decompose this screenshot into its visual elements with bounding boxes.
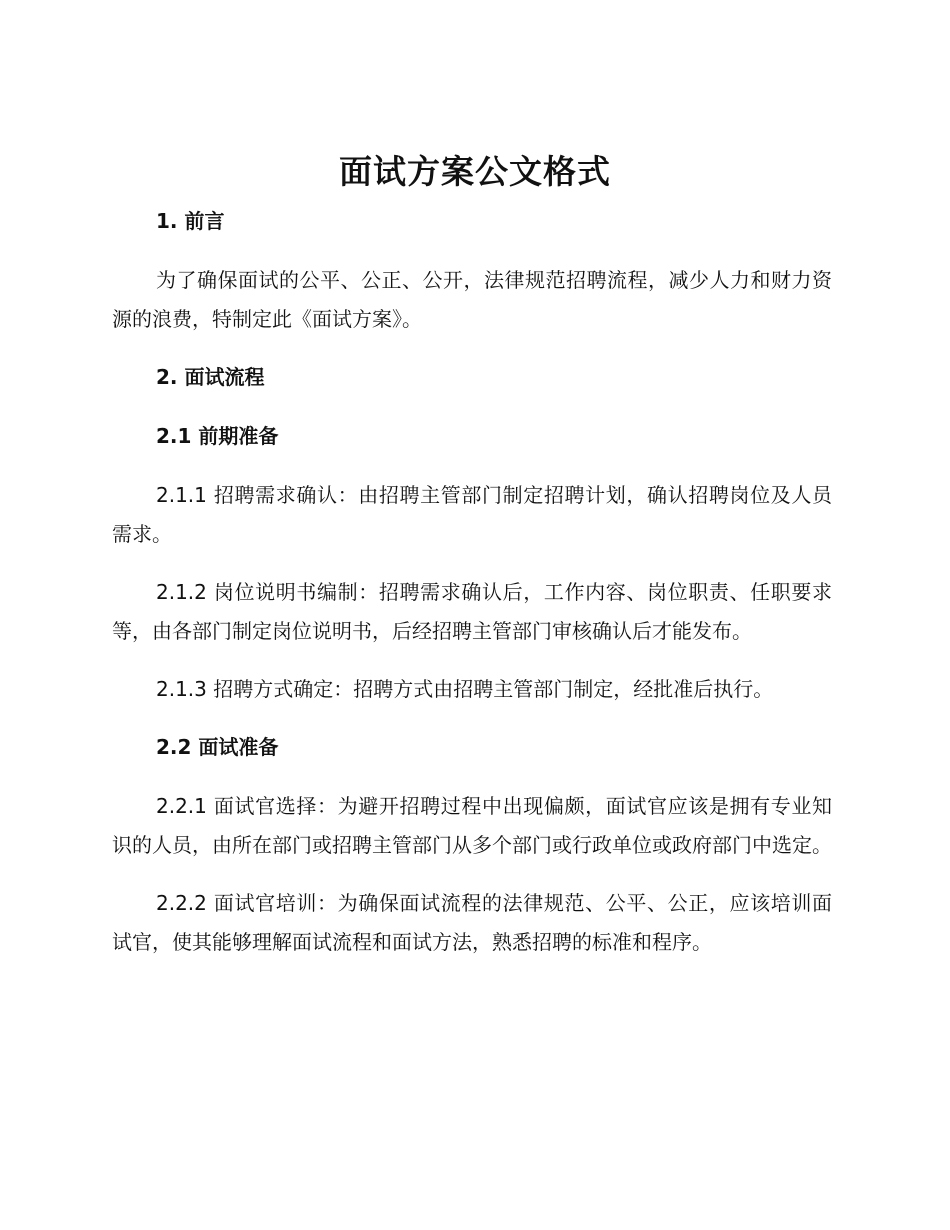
- document-title: 面试方案公文格式: [339, 152, 611, 191]
- paragraph-1: 为了确保面试的公平、公正、公开，法律规范招聘流程，减少人力和财力资源的浪费，特制定此《面试方案》。: [112, 268, 832, 331]
- paragraph-2-1-3: 2.1.3 招聘方式确定：招聘方式由招聘主管部门制定，经批准后执行。: [156, 677, 774, 701]
- section-heading-2-2: 2.2 面试准备: [156, 735, 279, 759]
- section-heading-2-1: 2.1 前期准备: [156, 424, 279, 448]
- paragraph-2-2-2: 2.2.2 面试官培训：为确保面试流程的法律规范、公平、公正，应该培训面试官，使其能够理解面试流程和面试方法，熟悉招聘的标准和程序。: [112, 891, 832, 954]
- paragraph-2-1-2: 2.1.2 岗位说明书编制：招聘需求确认后，工作内容、岗位职责、任职要求等，由各部门制定岗位说明书，后经招聘主管部门审核确认后才能发布。: [112, 580, 832, 643]
- paragraph-2-2-1: 2.2.1 面试官选择：为避开招聘过程中出现偏颇，面试官应该是拥有专业知识的人员，由所在部门或招聘主管部门从多个部门或行政单位或政府部门中选定。: [112, 794, 832, 857]
- section-heading-1: 1. 前言: [156, 209, 225, 233]
- paragraph-2-1-1: 2.1.1 招聘需求确认：由招聘主管部门制定招聘计划，确认招聘岗位及人员需求。: [112, 483, 832, 546]
- document-body: [112, 202, 832, 981]
- section-heading-2: 2. 面试流程: [156, 365, 265, 389]
